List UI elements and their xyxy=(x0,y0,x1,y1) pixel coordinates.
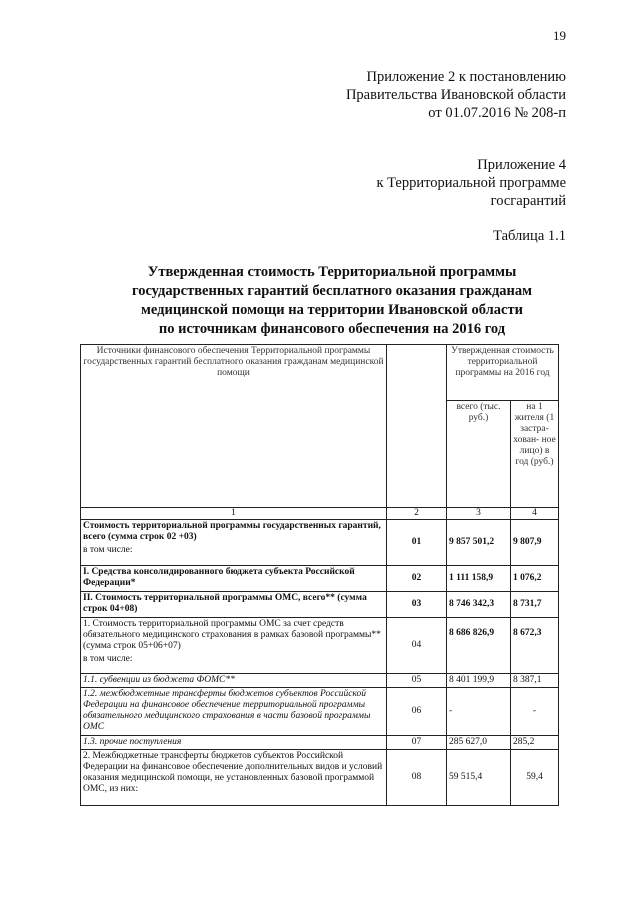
table-row xyxy=(81,674,559,688)
row-per-resident: 59,4 xyxy=(511,750,559,806)
header-total: всего (тыс. руб.) xyxy=(447,400,511,507)
table-row xyxy=(81,736,559,750)
row-code: 04 xyxy=(387,618,447,674)
row-per-resident: 8 672,3 xyxy=(511,618,559,674)
row-total: 59 515,4 xyxy=(447,750,511,806)
table-row xyxy=(81,592,559,618)
table-row xyxy=(81,520,559,566)
row-total: 8 401 199,9 xyxy=(447,674,511,688)
annex-line: Правительства Ивановской области xyxy=(345,87,566,103)
title-line: Утвержденная стоимость Территориальной программы xyxy=(147,264,517,280)
table-label: Таблица 1.1 xyxy=(493,228,566,244)
header-approved-cost: Утвержденная стоимость территориальной программы на 2016 год xyxy=(447,345,559,401)
row-per-resident: - xyxy=(511,688,559,736)
row-per-resident: 8 387,1 xyxy=(511,674,559,688)
row-name: I. Средства консолидированного бюджета субъекта Российской Федерации* xyxy=(81,566,387,592)
header-per-resident: на 1 жителя (1 застра- хован- ное лицо) в год (руб.) xyxy=(511,400,559,507)
row-total: 1 111 158,9 xyxy=(447,566,511,592)
table-row xyxy=(81,750,559,806)
table-row xyxy=(81,566,559,592)
row-name: II. Стоимость территориальной программы ОМС, всего** (сумма строк 04+08) xyxy=(81,592,387,618)
annex-line: Приложение 4 xyxy=(477,157,566,173)
row-name-text: Стоимость территориальной программы государственных гарантий, всего (сумма строк 02 +03) xyxy=(83,521,381,542)
row-subtext: в том числе: xyxy=(83,654,133,664)
title-line: по источникам финансового обеспечения на 2016 год xyxy=(158,321,506,337)
annex-line: Приложение 2 к постановлению xyxy=(366,69,566,85)
annex-program-reference xyxy=(376,156,566,210)
row-name: 1.3. прочие поступления xyxy=(81,736,387,750)
row-code: 07 xyxy=(387,736,447,750)
row-total: 9 857 501,2 xyxy=(447,520,511,566)
row-total: 8 686 826,9 xyxy=(447,618,511,674)
row-per-resident: 8 731,7 xyxy=(511,592,559,618)
row-code: 06 xyxy=(387,688,447,736)
row-name-text: 1. Стоимость территориальной программы ОМС за счет средств обязательного медицинского страхования в рамках базовой программы** (сумма строк 05+06+07) xyxy=(83,619,381,651)
column-number: 4 xyxy=(511,508,559,520)
title-line: государственных гарантий бесплатного оказания гражданам xyxy=(131,283,533,299)
row-total: 8 746 342,3 xyxy=(447,592,511,618)
row-code: 03 xyxy=(387,592,447,618)
document-title xyxy=(82,263,582,339)
title-line: медицинской помощи на территории Ивановской области xyxy=(141,302,523,318)
page-number: 19 xyxy=(553,28,566,43)
column-numbers-row xyxy=(81,508,559,520)
header-code xyxy=(387,345,447,508)
annex-line: от 01.07.2016 № 208-п xyxy=(428,105,566,121)
column-number: 2 xyxy=(387,508,447,520)
row-per-resident: 1 076,2 xyxy=(511,566,559,592)
annex-line: госгарантий xyxy=(490,193,566,209)
column-number: 3 xyxy=(447,508,511,520)
header-source: Источники финансового обеспечения Территориальной программы государственных гарантий бесплатного оказания гражданам медицинской помощи xyxy=(81,345,387,508)
row-name: 1.2. межбюджетные трансферты бюджетов субъектов Российской Федерации на финансовое обеспечение территориальной программы обязательного медицинского страхования в части базовой программы ОМС xyxy=(81,688,387,736)
row-subtext: в том числе: xyxy=(83,545,133,555)
row-name xyxy=(81,520,387,566)
row-per-resident: 9 807,9 xyxy=(511,520,559,566)
column-number: 1 xyxy=(81,508,387,520)
table-header-row xyxy=(81,345,559,401)
row-name xyxy=(81,618,387,674)
table-row xyxy=(81,618,559,674)
row-code: 01 xyxy=(387,520,447,566)
annex-line: к Территориальной программе xyxy=(376,175,566,191)
row-per-resident: 285,2 xyxy=(511,736,559,750)
row-total: 285 627,0 xyxy=(447,736,511,750)
cost-table xyxy=(80,344,559,806)
row-name: 1.1. субвенции из бюджета ФОМС** xyxy=(81,674,387,688)
table-row xyxy=(81,688,559,736)
row-total: - xyxy=(447,688,511,736)
annex-resolution-reference xyxy=(346,68,566,122)
row-code: 08 xyxy=(387,750,447,806)
row-code: 05 xyxy=(387,674,447,688)
row-code: 02 xyxy=(387,566,447,592)
row-name: 2. Межбюджетные трансферты бюджетов субъектов Российской Федерации на финансовое обеспечение дополнительных видов и условий оказания медицинской помощи, не установленных базовой программой ОМС, из них: xyxy=(81,750,387,806)
